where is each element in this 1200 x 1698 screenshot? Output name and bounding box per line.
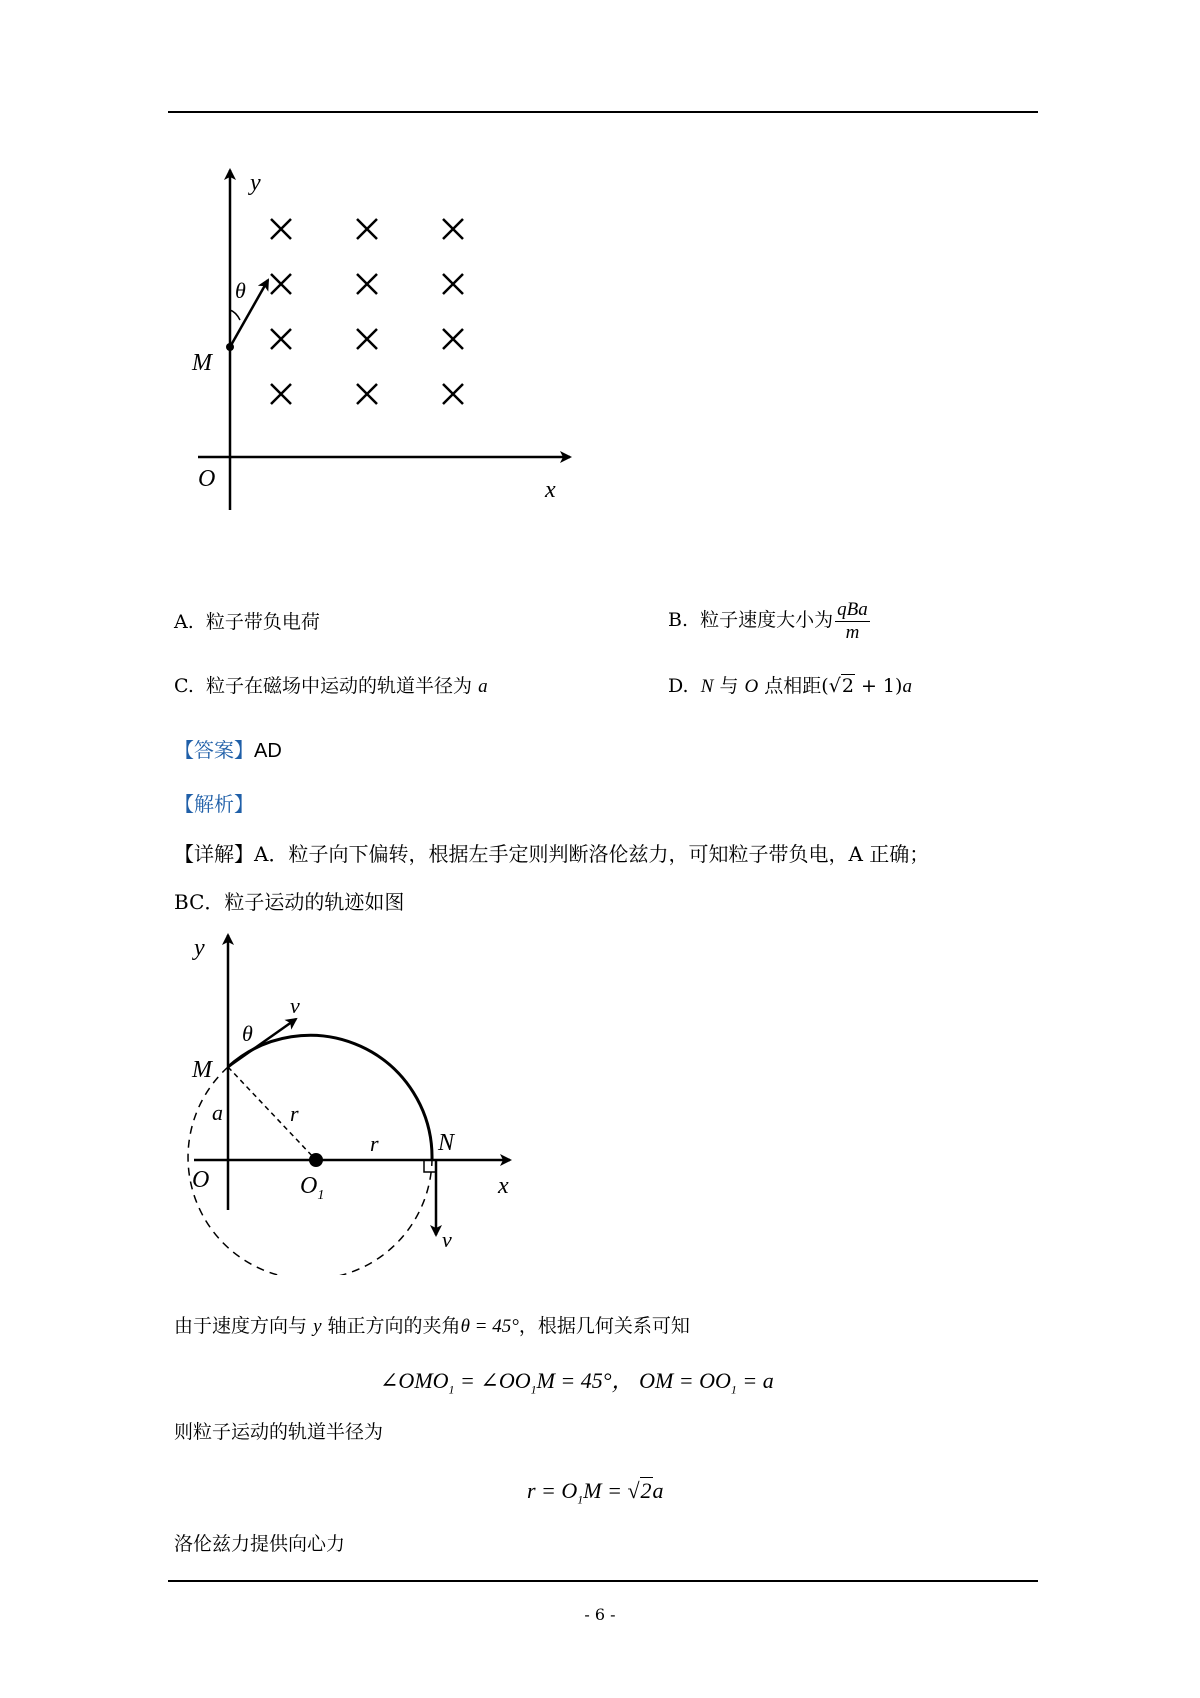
option-c-var: a: [478, 676, 488, 697]
theta-label: θ: [235, 278, 246, 303]
velocity-theta-eq: θ = 45°: [460, 1316, 519, 1337]
v-bottom-label: v: [442, 1227, 452, 1252]
fraction-numerator: qBa: [837, 598, 868, 620]
option-d-rest: + 1): [860, 675, 903, 697]
n-label: N: [438, 1130, 455, 1156]
option-d-radicand: 2: [841, 675, 854, 697]
option-d-text: 点相距: [764, 675, 822, 697]
equation-angles: $\angle OMO_1$ = $\angle OO_1M = 45^\circ$， OM = $OO_1 = a$: [380, 1368, 774, 1397]
option-b: [668, 598, 870, 644]
trajectory-arc: [228, 1035, 432, 1160]
detail-line: [174, 842, 929, 866]
option-d-paren: (: [821, 675, 829, 697]
velocity-pre: 由于速度方向与: [174, 1315, 308, 1337]
figure-trajectory: [180, 925, 540, 1275]
option-d-var-a: a: [902, 676, 912, 697]
option-b-text: 粒子速度大小为: [700, 609, 834, 631]
detail-label: 【详解】: [174, 842, 254, 866]
center-o1: [309, 1153, 323, 1167]
theta-label: θ: [242, 1021, 253, 1046]
r-horizontal-label: r: [370, 1131, 379, 1156]
velocity-top-arrow: [228, 1019, 296, 1067]
lorentz-line: 洛伦兹力提供向心力: [174, 1533, 346, 1555]
option-c: [174, 674, 488, 699]
angle-arc: [230, 310, 240, 320]
option-d: D. N 与 O 点相距(√2 + 1)a: [668, 675, 912, 697]
a-label: a: [212, 1100, 223, 1125]
option-d-var-o: O: [744, 676, 759, 697]
option-b-letter: B.: [668, 609, 689, 631]
option-d-var-n: N: [700, 676, 714, 697]
analysis-label: 【解析】: [174, 792, 254, 816]
v-top-label: v: [290, 993, 300, 1018]
option-a-letter: A.: [174, 611, 194, 633]
answer-label: 【答案】: [174, 738, 254, 762]
velocity-post: ，根据几何关系可知: [518, 1315, 690, 1337]
y-axis-label: y: [250, 170, 261, 196]
fraction-qba-m: [835, 599, 870, 644]
origin-label: O: [198, 466, 216, 492]
answer-line: [174, 738, 282, 763]
radius-line-text: 则粒子运动的轨道半径为: [174, 1421, 384, 1443]
option-a: [174, 610, 320, 634]
answer-value: AD: [254, 740, 282, 762]
option-c-letter: C.: [174, 675, 194, 697]
r-diagonal-label: r: [290, 1101, 299, 1126]
velocity-line: [174, 1314, 690, 1339]
dashed-circle: [188, 1067, 432, 1275]
bc-line: BC．粒子运动的轨迹如图: [174, 890, 405, 914]
detail-text: A．粒子向下偏转，根据左手定则判断洛伦兹力，可知粒子带负电，A 正确；: [254, 842, 930, 866]
velocity-y: y: [313, 1316, 322, 1337]
fraction-denominator: m: [845, 621, 860, 643]
center-label: $O_1$: [300, 1173, 325, 1203]
radius-line: [228, 1067, 316, 1160]
equation-radius: $r = O_1M = √2a$: [527, 1478, 664, 1507]
origin-label: O: [192, 1167, 210, 1193]
x-axis-label: x: [498, 1173, 509, 1199]
right-angle-mark: [424, 1160, 436, 1172]
option-d-letter: D.: [668, 675, 689, 697]
point-m-label: M: [192, 350, 212, 376]
option-a-text: 粒子带负电荷: [205, 611, 320, 633]
y-axis-label: y: [194, 935, 205, 961]
velocity-mid: 轴正方向的夹角: [327, 1315, 461, 1337]
option-c-text: 粒子在磁场中运动的轨道半径为: [206, 675, 473, 697]
m-label: M: [192, 1057, 212, 1083]
field-crosses: [271, 219, 463, 404]
x-axis-label: x: [545, 477, 556, 503]
page-number: - 6 -: [584, 1605, 616, 1624]
header-rule: [168, 111, 1038, 113]
option-d-mid: 与: [719, 675, 739, 697]
footer-rule: [168, 1580, 1038, 1582]
figure-magnetic-field: [180, 160, 580, 520]
